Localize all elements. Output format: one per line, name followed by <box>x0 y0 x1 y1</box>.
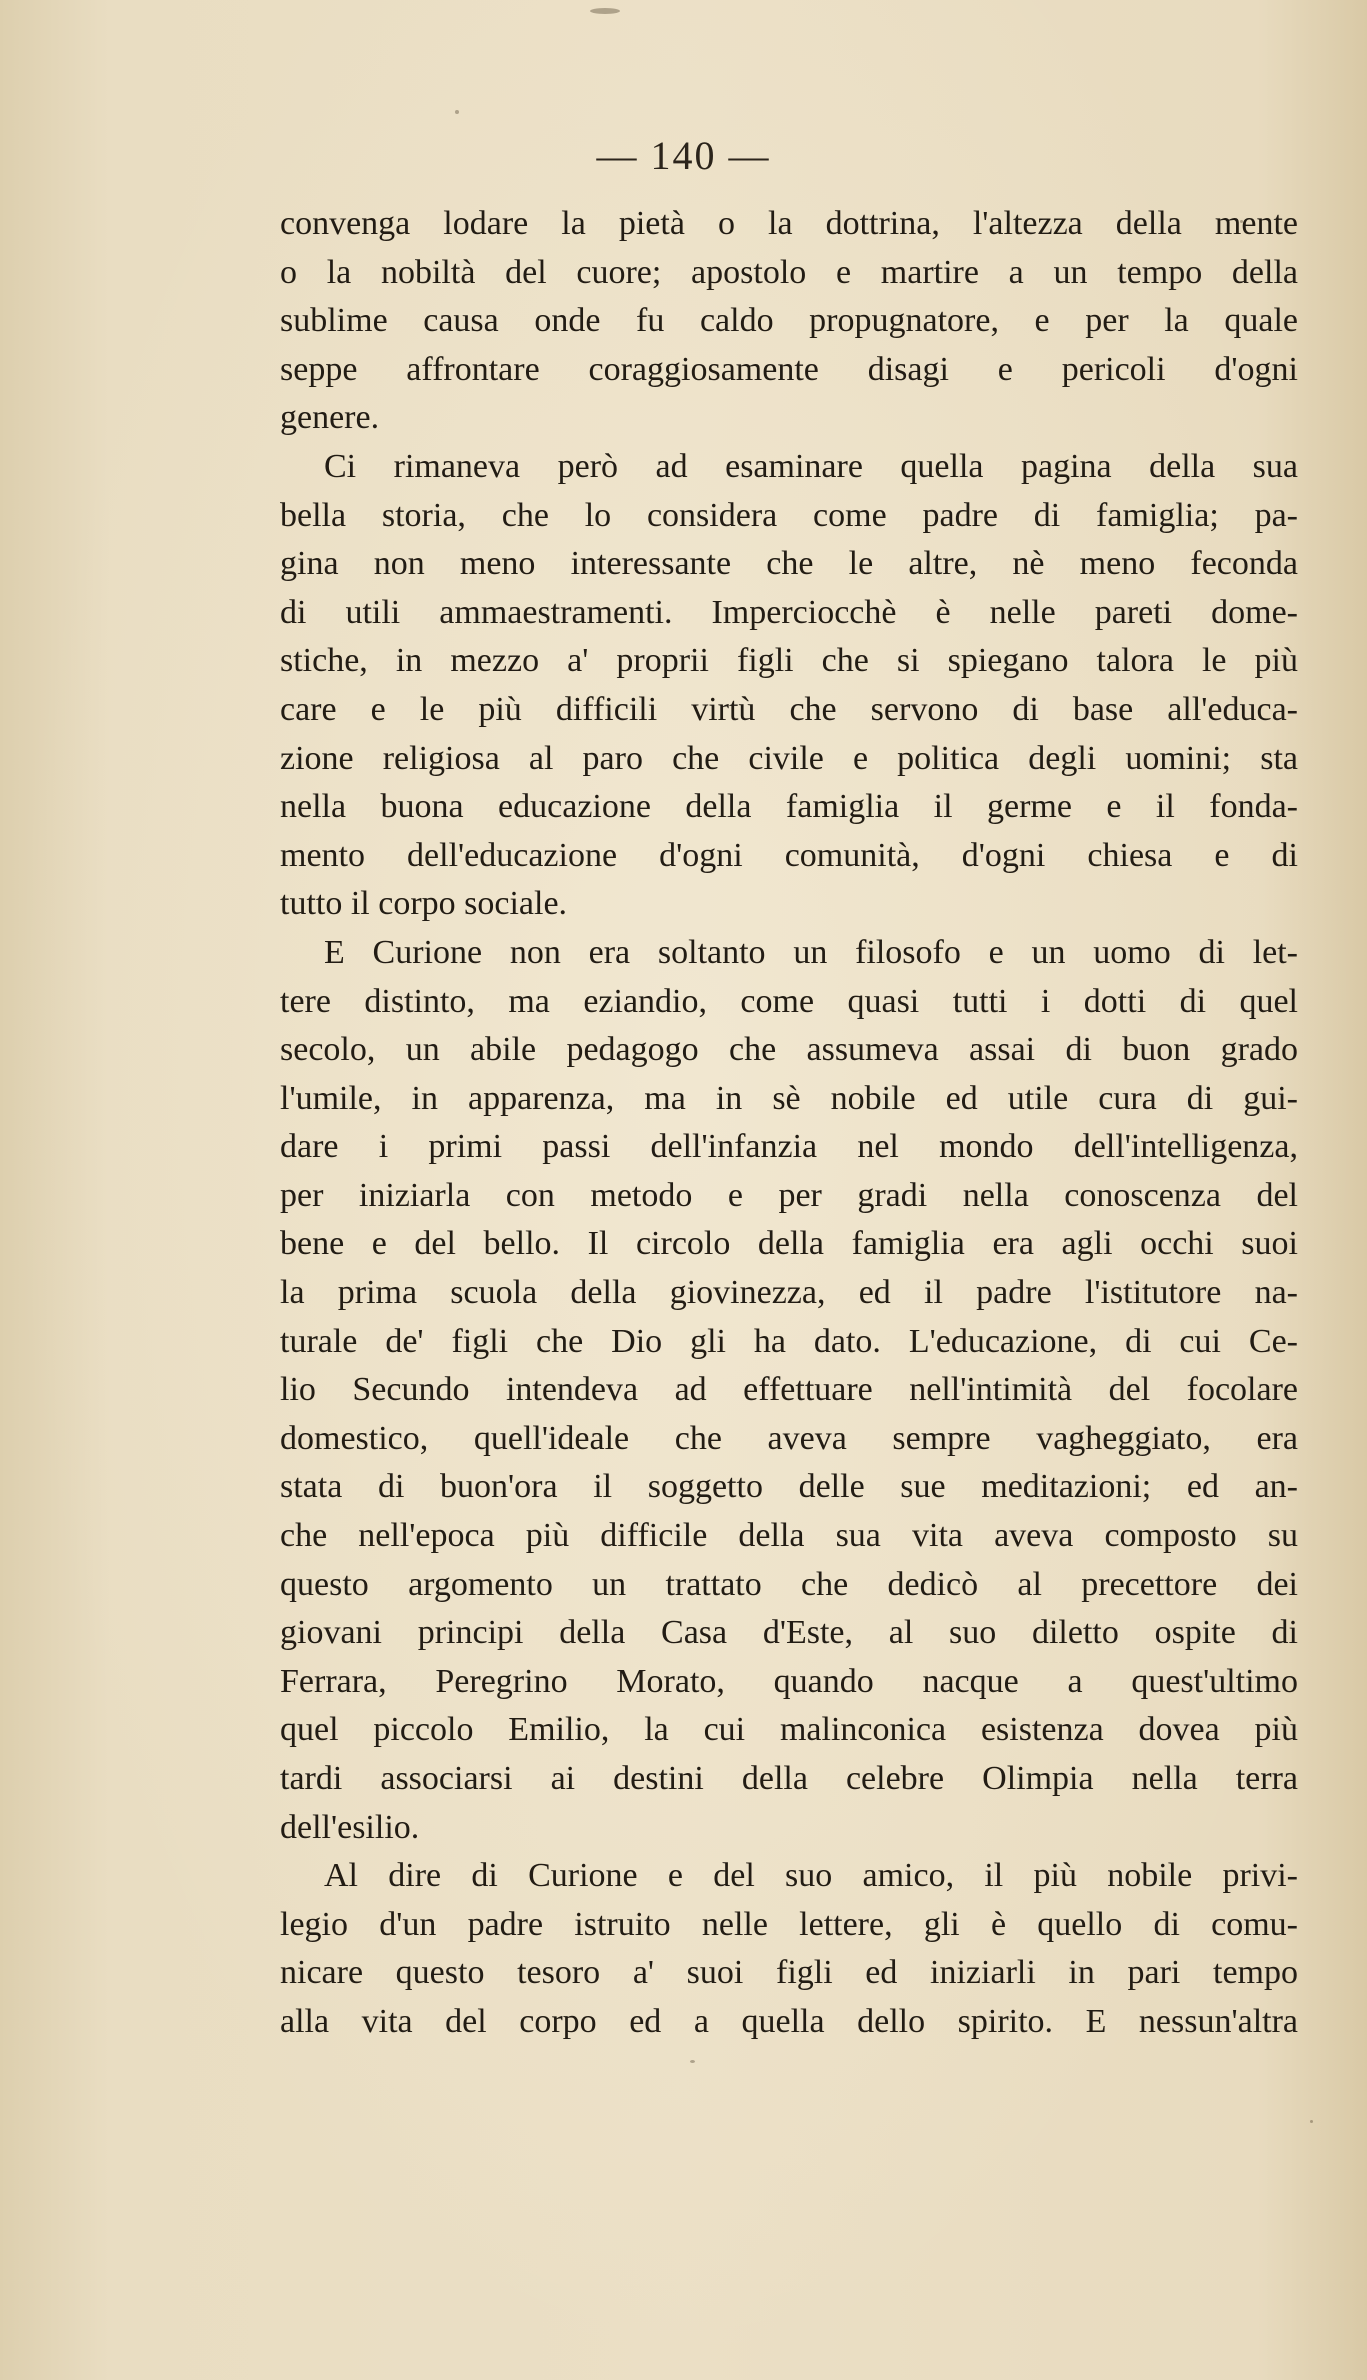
text-line: genere. <box>280 399 380 437</box>
text-line: di utili ammaestramenti. Imperciocchè è nelle pareti dome- <box>280 593 1298 631</box>
text-line: Al dire di Curione e del suo amico, il più nobile privi- <box>324 1857 1298 1895</box>
text-line: Ci rimaneva però ad esaminare quella pagina della sua <box>324 447 1298 485</box>
text-line: la prima scuola della giovinezza, ed il padre l'istitutore na- <box>280 1274 1298 1312</box>
text-line: seppe affrontare coraggiosamente disagi e pericoli d'ogni <box>280 350 1298 388</box>
text-line: Ferrara, Peregrino Morato, quando nacque a quest'ultimo <box>280 1662 1298 1700</box>
text-line: dare i primi passi dell'infanzia nel mondo dell'intelligenza, <box>280 1128 1298 1166</box>
text-line: domestico, quell'ideale che aveva sempre vagheggiato, era <box>280 1419 1298 1457</box>
text-line: tutto il corpo sociale. <box>280 885 568 923</box>
text-line: nella buona educazione della famiglia il germe e il fonda- <box>280 788 1298 826</box>
text-line: sublime causa onde fu caldo propugnatore, e per la quale <box>280 302 1298 340</box>
text-line: stiche, in mezzo a' proprii figli che si spiegano talora le più <box>280 642 1298 680</box>
text-line: care e le più difficili virtù che servono di base all'educa- <box>280 690 1298 728</box>
text-line: E Curione non era soltanto un filosofo e un uomo di let- <box>324 933 1298 971</box>
text-line: stata di buon'ora il soggetto delle sue meditazioni; ed an- <box>280 1468 1298 1506</box>
text-line: mento dell'educazione d'ogni comunità, d'ogni chiesa e di <box>280 836 1298 874</box>
text-line: questo argomento un trattato che dedicò al precettore dei <box>280 1565 1298 1603</box>
text-line: lio Secundo intendeva ad effettuare nell'intimità del focolare <box>280 1371 1298 1409</box>
text-line: o la nobiltà del cuore; apostolo e martire a un tempo della <box>280 253 1298 291</box>
body-text <box>280 200 1298 2047</box>
text-line: zione religiosa al paro che civile e politica degli uomini; sta <box>280 739 1298 777</box>
page-number: — 140 — <box>596 133 771 178</box>
text-line: alla vita del corpo ed a quella dello spirito. E nessun'altra <box>280 2002 1298 2040</box>
text-line: legio d'un padre istruito nelle lettere, gli è quello di comu- <box>280 1905 1298 1943</box>
text-line: secolo, un abile pedagogo che assumeva assai di buon grado <box>280 1031 1298 1069</box>
text-line: gina non meno interessante che le altre, nè meno feconda <box>280 545 1298 583</box>
text-line: quel piccolo Emilio, la cui malinconica esistenza dovea più <box>280 1711 1298 1749</box>
text-line: nicare questo tesoro a' suoi figli ed iniziarli in pari tempo <box>280 1954 1298 1992</box>
text-line: tardi associarsi ai destini della celebre Olimpia nella terra <box>280 1760 1298 1797</box>
text-line: dell'esilio. <box>280 1808 420 1846</box>
text-line: giovani principi della Casa d'Este, al suo diletto ospite di <box>280 1614 1298 1652</box>
text-line: convenga lodare la pietà o la dottrina, l'altezza della mente <box>280 205 1298 242</box>
text-line: tere distinto, ma eziandio, come quasi tutti i dotti di quel <box>280 982 1298 1020</box>
text-line: turale de' figli che Dio gli ha dato. L'educazione, di cui Ce- <box>280 1322 1298 1360</box>
text-line: bella storia, che lo considera come padre di famiglia; pa- <box>280 496 1298 534</box>
text-line: bene e del bello. Il circolo della famiglia era agli occhi suoi <box>280 1225 1298 1263</box>
text-line: che nell'epoca più difficile della sua vita aveva composto su <box>280 1517 1298 1555</box>
text-line: per iniziarla con metodo e per gradi nella conoscenza del <box>280 1176 1298 1214</box>
text-line: l'umile, in apparenza, ma in sè nobile ed utile cura di gui- <box>280 1079 1298 1117</box>
